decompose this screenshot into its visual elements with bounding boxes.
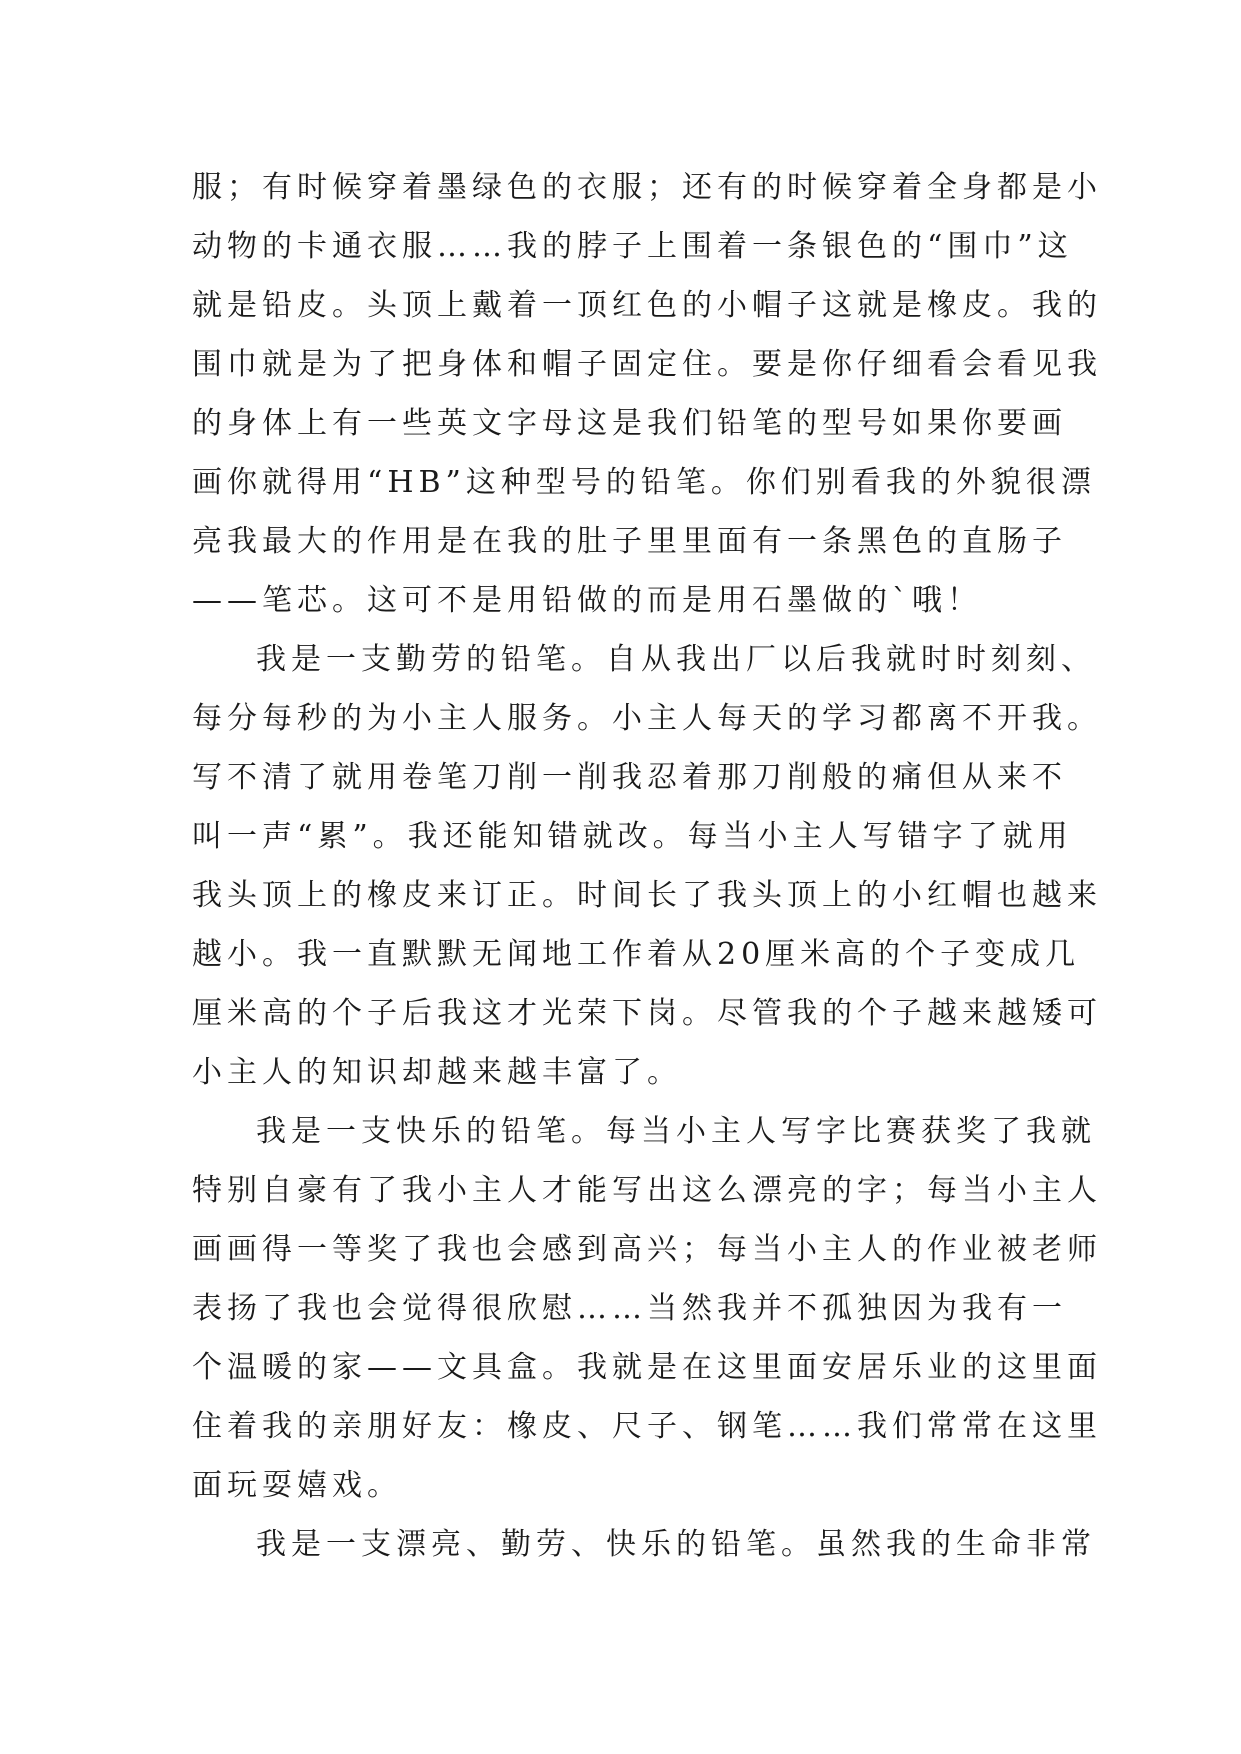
text-line: 围巾就是为了把身体和帽子固定住。要是你仔细看会看见我 [192, 347, 1102, 382]
text-line: 特别自豪有了我小主人才能写出这么漂亮的字；每当小主人 [192, 1173, 1102, 1208]
text-line: 叫一声“累”。我还能知错就改。每当小主人写错字了就用 [192, 819, 1073, 854]
text-line: 小主人的知识却越来越丰富了。 [192, 1055, 682, 1090]
text-line: 越小。我一直默默无闻地工作着从20厘米高的个子变成几 [192, 937, 1081, 972]
text-line: ——笔芯。这可不是用铅做的而是用石墨做的`哦！ [192, 583, 982, 618]
text-line: 画画得一等奖了我也会感到高兴；每当小主人的作业被老师 [192, 1232, 1102, 1267]
body-text [192, 158, 1102, 1574]
text-line: 个温暖的家——文具盒。我就是在这里面安居乐业的这里面 [192, 1350, 1102, 1385]
text-line: 我是一支快乐的铅笔。每当小主人写字比赛获奖了我就 [256, 1114, 1096, 1149]
text-line: 厘米高的个子后我这才光荣下岗。尽管我的个子越来越矮可 [192, 996, 1102, 1031]
text-line: 我头顶上的橡皮来订正。时间长了我头顶上的小红帽也越来 [192, 878, 1102, 913]
text-line: 动物的卡通衣服……我的脖子上围着一条银色的“围巾”这 [192, 229, 1073, 264]
text-line: 面玩耍嬉戏。 [192, 1468, 402, 1503]
text-line: 每分每秒的为小主人服务。小主人每天的学习都离不开我。 [192, 701, 1102, 736]
text-line: 亮我最大的作用是在我的肚子里里面有一条黑色的直肠子 [192, 524, 1067, 559]
text-line: 就是铅皮。头顶上戴着一顶红色的小帽子这就是橡皮。我的 [192, 288, 1102, 323]
text-line: 住着我的亲朋好友：橡皮、尺子、钢笔……我们常常在这里 [192, 1409, 1102, 1444]
text-line: 写不清了就用卷笔刀削一削我忍着那刀削般的痛但从来不 [192, 760, 1067, 795]
text-line: 画你就得用“HB”这种型号的铅笔。你们别看我的外貌很漂 [192, 465, 1096, 500]
text-line: 的身体上有一些英文字母这是我们铅笔的型号如果你要画 [192, 406, 1067, 441]
text-line: 我是一支漂亮、勤劳、快乐的铅笔。虽然我的生命非常 [256, 1527, 1096, 1562]
text-line: 服；有时候穿着墨绿色的衣服；还有的时候穿着全身都是小 [192, 170, 1102, 205]
text-line: 表扬了我也会觉得很欣慰……当然我并不孤独因为我有一 [192, 1291, 1067, 1326]
text-line: 我是一支勤劳的铅笔。自从我出厂以后我就时时刻刻、 [256, 642, 1096, 677]
